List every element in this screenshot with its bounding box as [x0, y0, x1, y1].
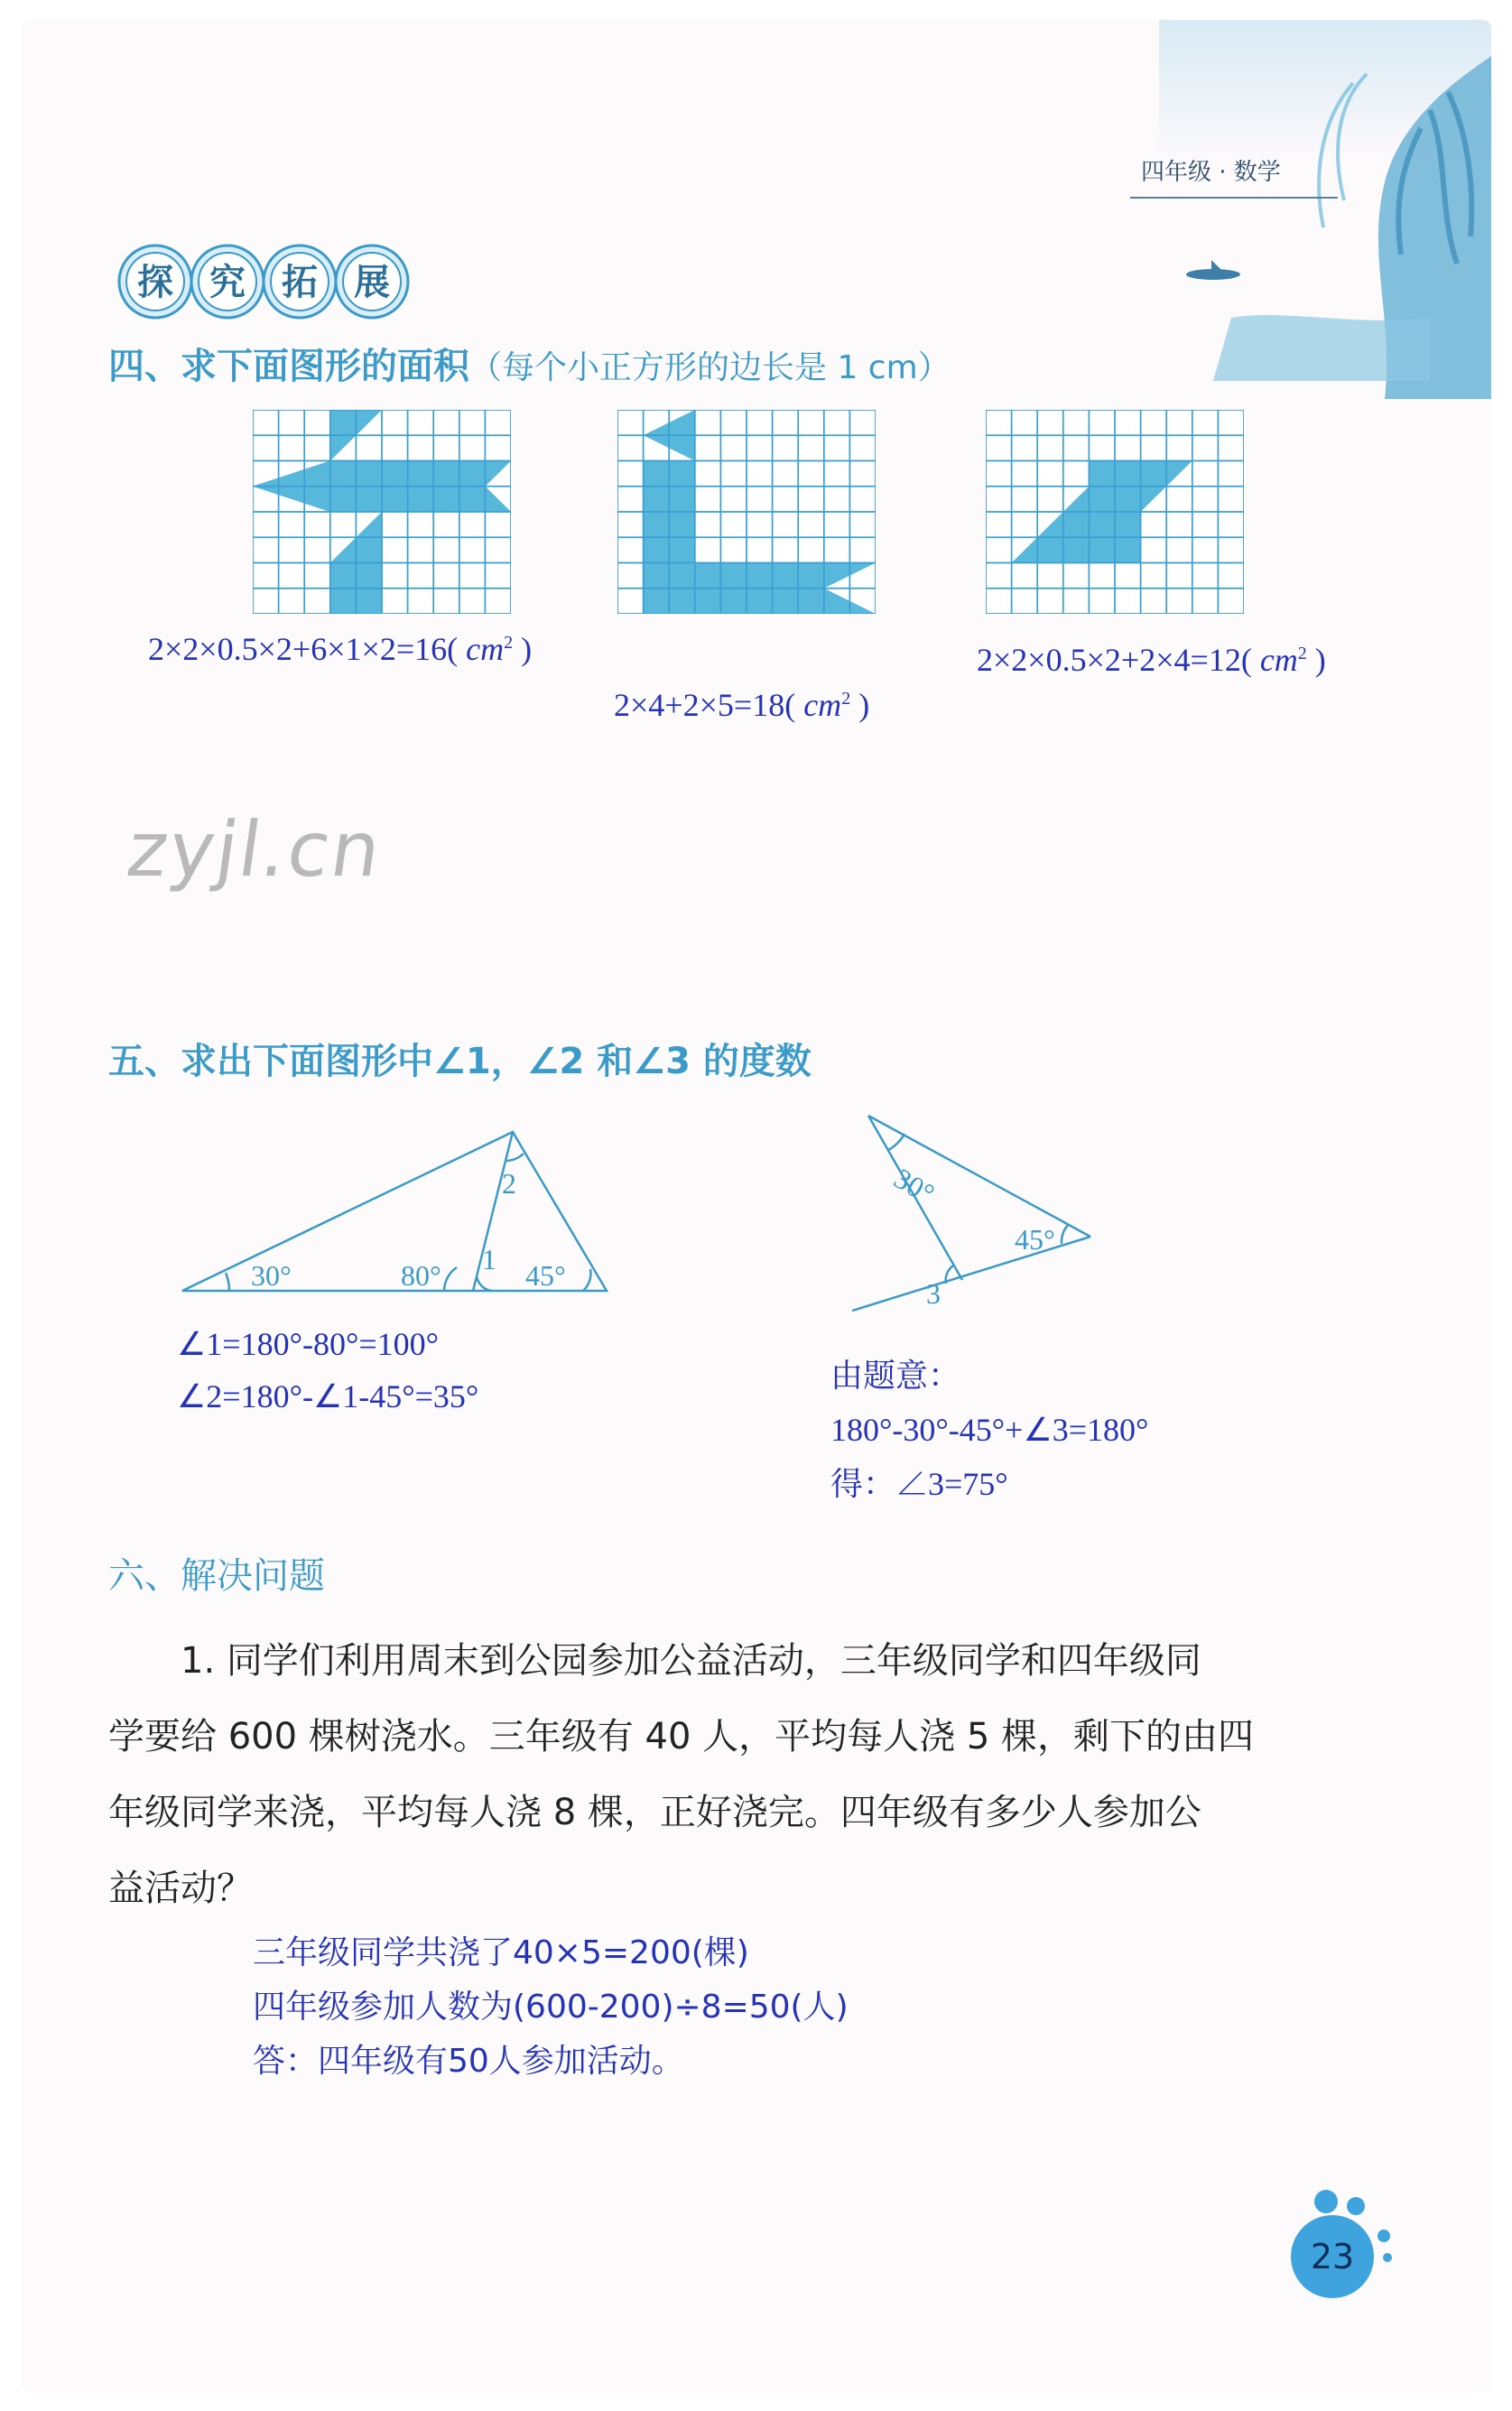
grid-figure-1 [253, 410, 511, 614]
angle-label-80: 80° [401, 1259, 441, 1292]
badge-char: 究 [209, 262, 246, 303]
problem-line: 年级同学来浇，平均每人浇 8 棵，正好浇完。四年级有多少人参加公 [108, 1792, 1201, 1833]
badge-char: 探 [137, 262, 173, 303]
answer-exponent: 2 [1297, 644, 1307, 663]
decor-dot [1377, 2230, 1390, 2242]
q4-answer-1 [148, 630, 532, 668]
answer-line: 由题意： [830, 1358, 961, 1394]
angle-label-1: 1 [482, 1243, 496, 1275]
q6-problem [108, 1623, 1462, 1926]
problem-line: 益活动？ [108, 1868, 253, 1909]
solution-line: 答：四年级有50人参加活动。 [253, 2043, 684, 2080]
q6-title: 六、解决问题 [108, 1555, 325, 1597]
q4-title: 四、求下面图形的面积 [108, 346, 469, 387]
solution-line: 四年级参加人数为(600-200)÷8=50(人) [253, 1989, 849, 2026]
decor-dot [1383, 2253, 1392, 2262]
answer-line: 得：∠3=75° [830, 1466, 1008, 1502]
grid-figure-2 [617, 410, 876, 614]
grid-figure-3 [986, 410, 1244, 614]
angle-label-2: 2 [502, 1167, 516, 1200]
q4-answer-2 [614, 686, 869, 724]
answer-close: ) [1314, 642, 1326, 678]
answer-exponent: 2 [504, 633, 514, 653]
q5-left-answer [177, 1318, 478, 1423]
angle-label-30: 30° [251, 1259, 292, 1292]
solution-line: 三年级同学共浇了40×5=200(棵) [253, 1934, 749, 1971]
page-number: 23 [1291, 2215, 1374, 2298]
angle-label-30: 30° [888, 1161, 941, 1210]
q6-solution [253, 1926, 849, 2089]
answer-line: 180°-30°-45°+∠3=180° [830, 1412, 1149, 1448]
answer-exponent: 2 [841, 689, 851, 709]
q5-right-answer [830, 1349, 1148, 1511]
q4-heading [108, 338, 951, 389]
answer-line: ∠1=180°-80°=100° [177, 1326, 440, 1362]
answer-unit: cm [803, 687, 842, 723]
answer-expression: 2×2×0.5×2+2×4=12( [977, 642, 1252, 678]
problem-line: 学要给 600 棵树浇水。三年级有 40 人，平均每人浇 5 棵，剩下的由四 [108, 1716, 1254, 1757]
decor-dot [1347, 2197, 1365, 2215]
angle-label-45: 45° [525, 1259, 566, 1292]
answer-expression: 2×4+2×5=18( [614, 687, 796, 723]
angle-label-45: 45° [1015, 1223, 1055, 1256]
answer-line: ∠2=180°-∠1-45°=35° [177, 1378, 479, 1414]
triangle-figure-1 [175, 1112, 645, 1311]
problem-line: 1. 同学们利用周末到公园参加公益活动，三年级同学和四年级同 [181, 1640, 1201, 1682]
q4-note: （每个小正方形的边长是 1 cm） [469, 349, 951, 386]
header-divider [1130, 197, 1338, 199]
header-grade-subject: 四年级 · 数学 [1141, 159, 1281, 186]
angle-label-3: 3 [926, 1277, 941, 1310]
answer-close: ) [521, 631, 533, 667]
watermark: zyjl.cn [122, 805, 388, 894]
answer-unit: cm [466, 631, 505, 667]
landscape-illustration [1159, 20, 1491, 399]
badge-char: 拓 [282, 262, 318, 303]
decor-dot [1314, 2190, 1338, 2213]
q5-title: 五、求出下面图形中∠1，∠2 和∠3 的度数 [108, 1041, 812, 1082]
q4-answer-3 [977, 641, 1326, 679]
badge-char: 展 [354, 262, 390, 303]
section-badge [112, 238, 419, 325]
answer-expression: 2×2×0.5×2+6×1×2=16( [148, 631, 459, 667]
triangle-figure-2 [852, 1103, 1123, 1329]
page [22, 20, 1491, 2392]
answer-close: ) [858, 687, 870, 723]
answer-unit: cm [1259, 642, 1298, 678]
